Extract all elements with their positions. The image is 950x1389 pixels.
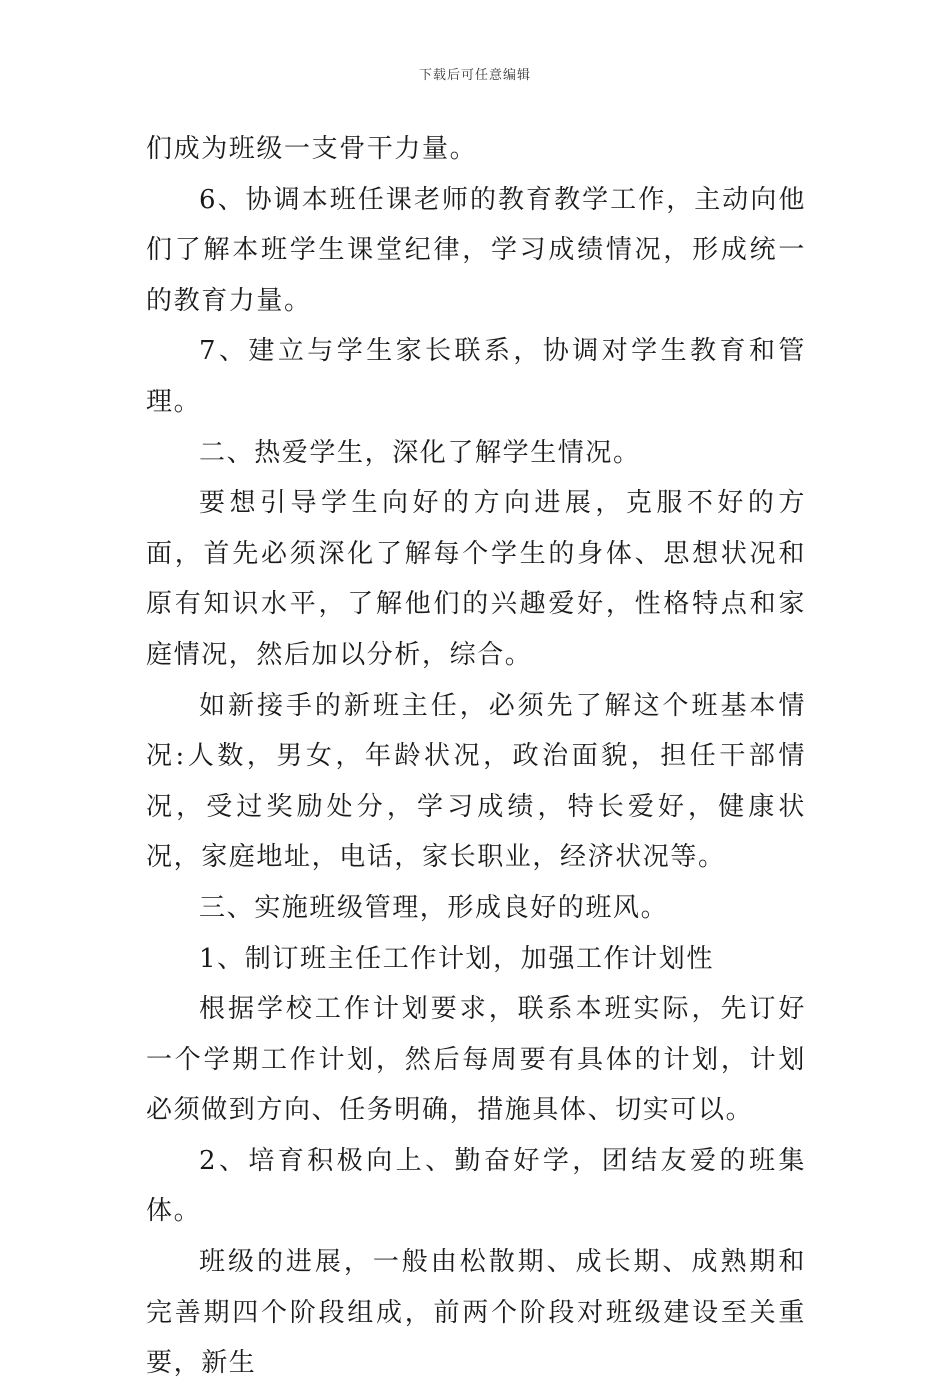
subheading-1: 1、制订班主任工作计划，加强工作计划性	[199, 943, 714, 974]
paragraph-1: 们成为班级一支骨干力量。	[146, 134, 478, 164]
subheading-2: 2、培育积极向上、勤奋好学，团结友爱的班集体。	[146, 1145, 806, 1227]
paragraph-11: 班级的进展，一般由松散期、成长期、成熟期和完善期四个阶段组成，前两个阶段对班级建设至关重要，新生	[146, 1247, 806, 1379]
paragraph-6: 如新接手的新班主任，必须先了解这个班基本情况:人数，男女，年龄状况，政治面貌，担任干部情况，受过奖励处分，学习成绩，特长爱好，健康状况，家庭地址，电话，家长职业，经济状况等。	[146, 690, 806, 873]
page-header: 下载后可任意编辑	[418, 68, 531, 83]
section-heading-3: 三、实施班级管理，形成良好的班风。	[199, 892, 669, 923]
paragraph-3: 7、建立与学生家长联系，协调对学生教育和管理。	[146, 336, 806, 417]
paragraph-2: 6、协调本班任课老师的教育教学工作，主动向他们了解本班学生课堂纪律，学习成绩情况，形成统一的教育力量。	[146, 184, 806, 316]
paragraph-9: 根据学校工作计划要求，联系本班实际，先订好一个学期工作计划，然后每周要有具体的计划，计划必须做到方向、任务明确，措施具体、切实可以。	[146, 994, 806, 1126]
paragraph-5: 要想引导学生向好的方向进展，克服不好的方面，首先必须深化了解每个学生的身体、思想状况和原有知识水平，了解他们的兴趣爱好，性格特点和家庭情况，然后加以分析，综合。	[146, 488, 806, 670]
document-body	[146, 124, 806, 1389]
section-heading-2: 二、热爱学生，深化了解学生情况。	[199, 437, 641, 468]
